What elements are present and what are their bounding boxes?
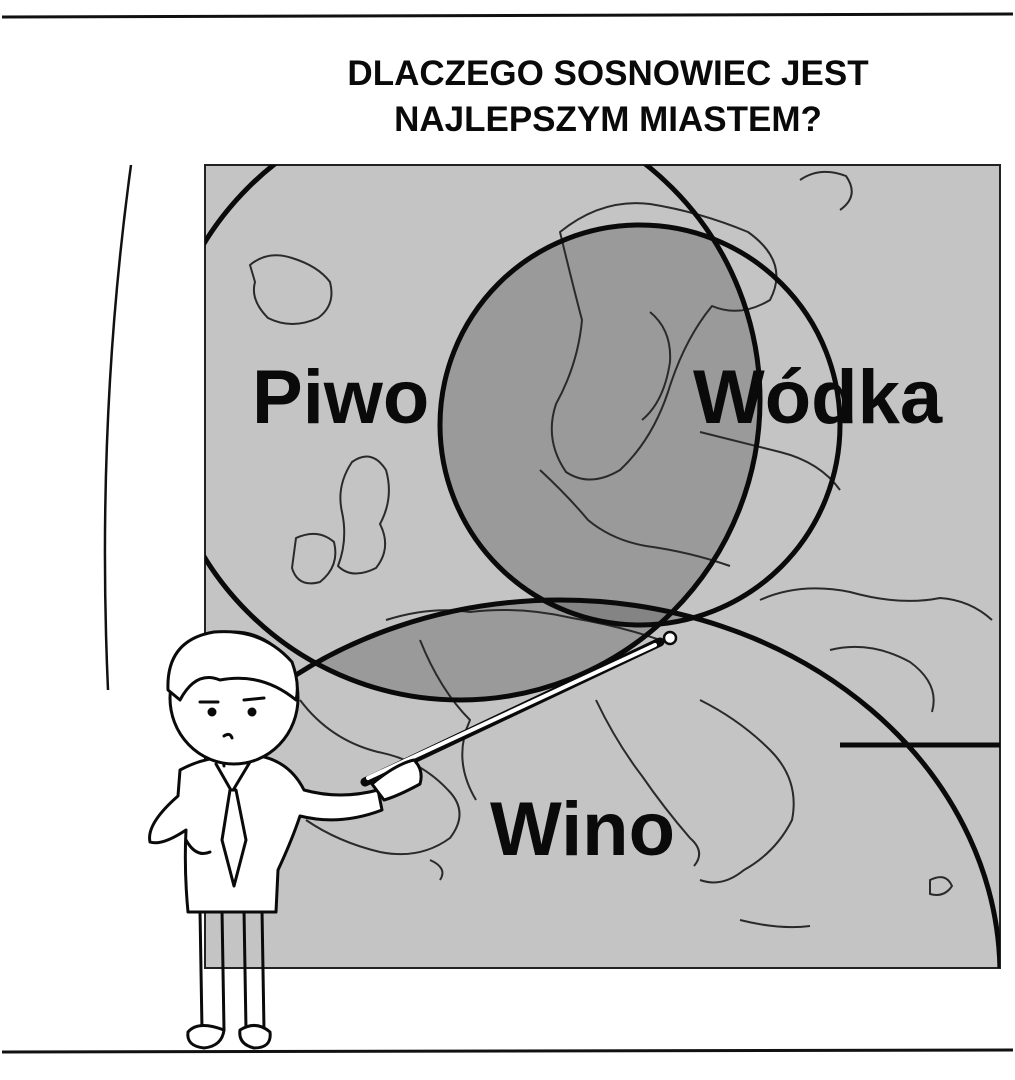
beer-region-label: Piwo: [252, 355, 430, 440]
presenter-left-eye: [209, 709, 215, 715]
presenter-right-eye: [249, 709, 255, 715]
meme-title-line-1: DLACZEGO SOSNOWIEC JEST: [347, 54, 869, 93]
europe-map: [120, 100, 1000, 1080]
sosnowiec-marker: [664, 632, 676, 644]
frame-top-line: [2, 14, 1013, 17]
presenter-right-shoe: [240, 1025, 270, 1048]
vodka-region-label: Wódka: [693, 355, 943, 440]
meme-title-line-2: NAJLEPSZYM MIASTEM?: [394, 100, 822, 139]
frame-bottom-line: [2, 1050, 1013, 1052]
wine-region-label: Wino: [490, 787, 676, 872]
presenter-left-shoe: [188, 1025, 224, 1048]
curtain-edge: [105, 165, 131, 690]
